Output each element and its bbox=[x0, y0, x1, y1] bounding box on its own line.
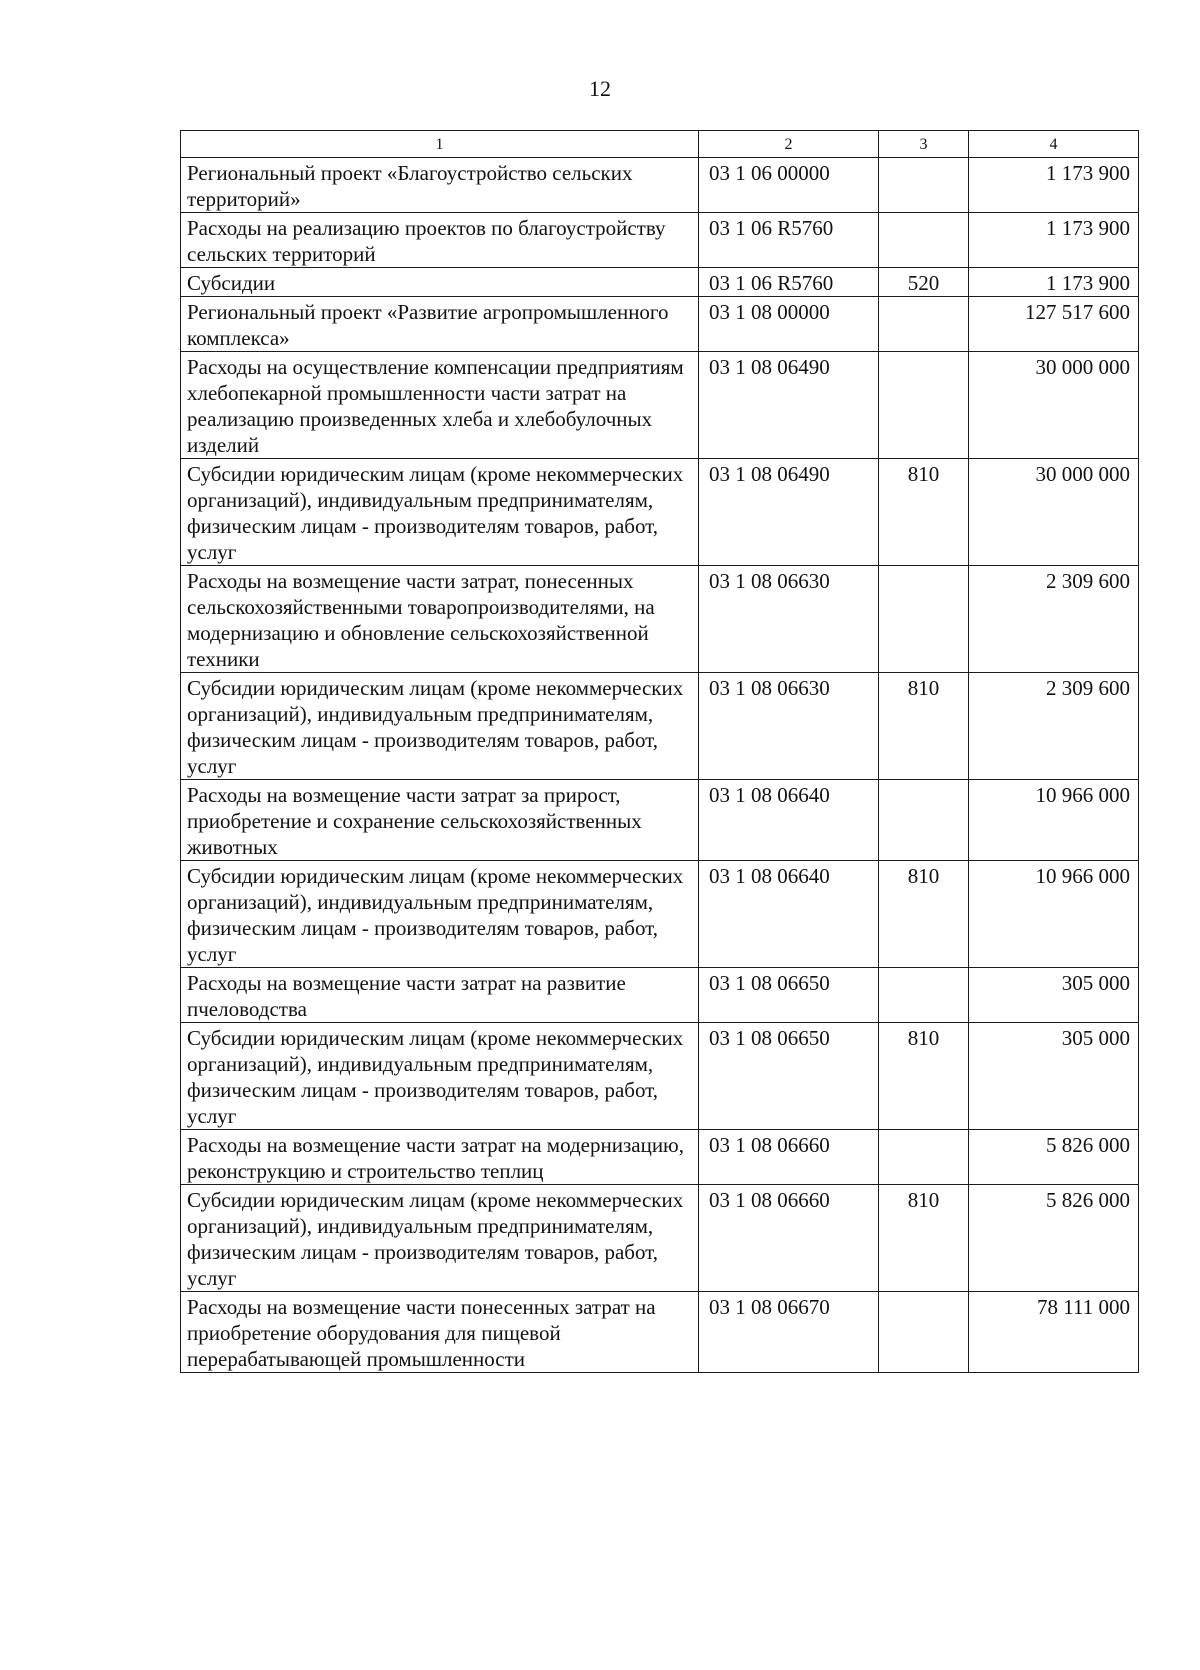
table-row bbox=[181, 213, 1139, 268]
row-kvr bbox=[879, 1292, 969, 1373]
row-name: Субсидии юридическим лицам (кроме некоммерческих организаций), индивидуальным предпринимателям, физическим лицам - производителям товаров, работ, услуг bbox=[181, 1185, 699, 1292]
row-kvr bbox=[879, 1130, 969, 1185]
row-sum: 305 000 bbox=[969, 968, 1139, 1023]
table-row bbox=[181, 352, 1139, 459]
row-name: Субсидии bbox=[181, 268, 699, 297]
row-sum: 2 309 600 bbox=[969, 566, 1139, 673]
row-code: 03 1 08 06660 bbox=[699, 1130, 879, 1185]
row-code: 03 1 08 06640 bbox=[699, 861, 879, 968]
table-row bbox=[181, 459, 1139, 566]
row-name: Расходы на возмещение части затрат, понесенных сельскохозяйственными товаропроизводителями, на модернизацию и обновление сельскохозяйственной техники bbox=[181, 566, 699, 673]
row-code: 03 1 08 00000 bbox=[699, 297, 879, 352]
table-row bbox=[181, 297, 1139, 352]
header-col-1: 1 bbox=[181, 131, 699, 158]
table-row bbox=[181, 1292, 1139, 1373]
row-sum: 5 826 000 bbox=[969, 1130, 1139, 1185]
table-body bbox=[181, 158, 1139, 1373]
row-sum: 1 173 900 bbox=[969, 158, 1139, 213]
row-name: Расходы на возмещение части понесенных затрат на приобретение оборудования для пищевой перерабатывающей промышленности bbox=[181, 1292, 699, 1373]
row-name: Субсидии юридическим лицам (кроме некоммерческих организаций), индивидуальным предпринимателям, физическим лицам - производителям товаров, работ, услуг bbox=[181, 459, 699, 566]
table-row bbox=[181, 1185, 1139, 1292]
row-kvr: 810 bbox=[879, 1023, 969, 1130]
table-row bbox=[181, 158, 1139, 213]
table-row bbox=[181, 673, 1139, 780]
row-kvr bbox=[879, 352, 969, 459]
table-row bbox=[181, 566, 1139, 673]
row-kvr bbox=[879, 213, 969, 268]
row-name: Субсидии юридическим лицам (кроме некоммерческих организаций), индивидуальным предпринимателям, физическим лицам - производителям товаров, работ, услуг bbox=[181, 1023, 699, 1130]
table-row bbox=[181, 1023, 1139, 1130]
row-sum: 127 517 600 bbox=[969, 297, 1139, 352]
table-header-row bbox=[181, 131, 1139, 158]
row-kvr: 520 bbox=[879, 268, 969, 297]
row-name: Субсидии юридическим лицам (кроме некоммерческих организаций), индивидуальным предпринимателям, физическим лицам - производителям товаров, работ, услуг bbox=[181, 861, 699, 968]
table-row bbox=[181, 268, 1139, 297]
row-sum: 30 000 000 bbox=[969, 352, 1139, 459]
row-kvr bbox=[879, 158, 969, 213]
row-sum: 78 111 000 bbox=[969, 1292, 1139, 1373]
row-kvr bbox=[879, 566, 969, 673]
row-code: 03 1 08 06660 bbox=[699, 1185, 879, 1292]
header-col-4: 4 bbox=[969, 131, 1139, 158]
row-code: 03 1 08 06630 bbox=[699, 673, 879, 780]
row-code: 03 1 06 R5760 bbox=[699, 268, 879, 297]
row-kvr bbox=[879, 968, 969, 1023]
table-row bbox=[181, 1130, 1139, 1185]
row-code: 03 1 06 00000 bbox=[699, 158, 879, 213]
row-code: 03 1 06 R5760 bbox=[699, 213, 879, 268]
table-row bbox=[181, 968, 1139, 1023]
row-sum: 30 000 000 bbox=[969, 459, 1139, 566]
row-name: Расходы на возмещение части затрат на развитие пчеловодства bbox=[181, 968, 699, 1023]
row-kvr bbox=[879, 297, 969, 352]
row-kvr: 810 bbox=[879, 861, 969, 968]
row-code: 03 1 08 06490 bbox=[699, 459, 879, 566]
header-col-3: 3 bbox=[879, 131, 969, 158]
row-kvr: 810 bbox=[879, 459, 969, 566]
row-kvr bbox=[879, 780, 969, 861]
row-code: 03 1 08 06490 bbox=[699, 352, 879, 459]
row-name: Расходы на возмещение части затрат на модернизацию, реконструкцию и строительство теплиц bbox=[181, 1130, 699, 1185]
row-name: Расходы на реализацию проектов по благоустройству сельских территорий bbox=[181, 213, 699, 268]
row-name: Субсидии юридическим лицам (кроме некоммерческих организаций), индивидуальным предпринимателям, физическим лицам - производителям товаров, работ, услуг bbox=[181, 673, 699, 780]
row-sum: 10 966 000 bbox=[969, 861, 1139, 968]
page-number: 12 bbox=[589, 76, 611, 101]
table-row bbox=[181, 861, 1139, 968]
row-kvr: 810 bbox=[879, 673, 969, 780]
row-code: 03 1 08 06630 bbox=[699, 566, 879, 673]
row-sum: 305 000 bbox=[969, 1023, 1139, 1130]
row-code: 03 1 08 06640 bbox=[699, 780, 879, 861]
row-code: 03 1 08 06670 bbox=[699, 1292, 879, 1373]
row-sum: 5 826 000 bbox=[969, 1185, 1139, 1292]
row-name: Региональный проект «Развитие агропромышленного комплекса» bbox=[181, 297, 699, 352]
row-name: Региональный проект «Благоустройство сельских территорий» bbox=[181, 158, 699, 213]
row-sum: 1 173 900 bbox=[969, 268, 1139, 297]
budget-table bbox=[180, 130, 1139, 1373]
row-name: Расходы на возмещение части затрат за прирост, приобретение и сохранение сельскохозяйственных животных bbox=[181, 780, 699, 861]
row-code: 03 1 08 06650 bbox=[699, 1023, 879, 1130]
row-sum: 1 173 900 bbox=[969, 213, 1139, 268]
header-col-2: 2 bbox=[699, 131, 879, 158]
row-sum: 10 966 000 bbox=[969, 780, 1139, 861]
row-name: Расходы на осуществление компенсации предприятиям хлебопекарной промышленности части затрат на реализацию произведенных хлеба и хлебобулочных изделий bbox=[181, 352, 699, 459]
row-kvr: 810 bbox=[879, 1185, 969, 1292]
row-sum: 2 309 600 bbox=[969, 673, 1139, 780]
table-row bbox=[181, 780, 1139, 861]
row-code: 03 1 08 06650 bbox=[699, 968, 879, 1023]
